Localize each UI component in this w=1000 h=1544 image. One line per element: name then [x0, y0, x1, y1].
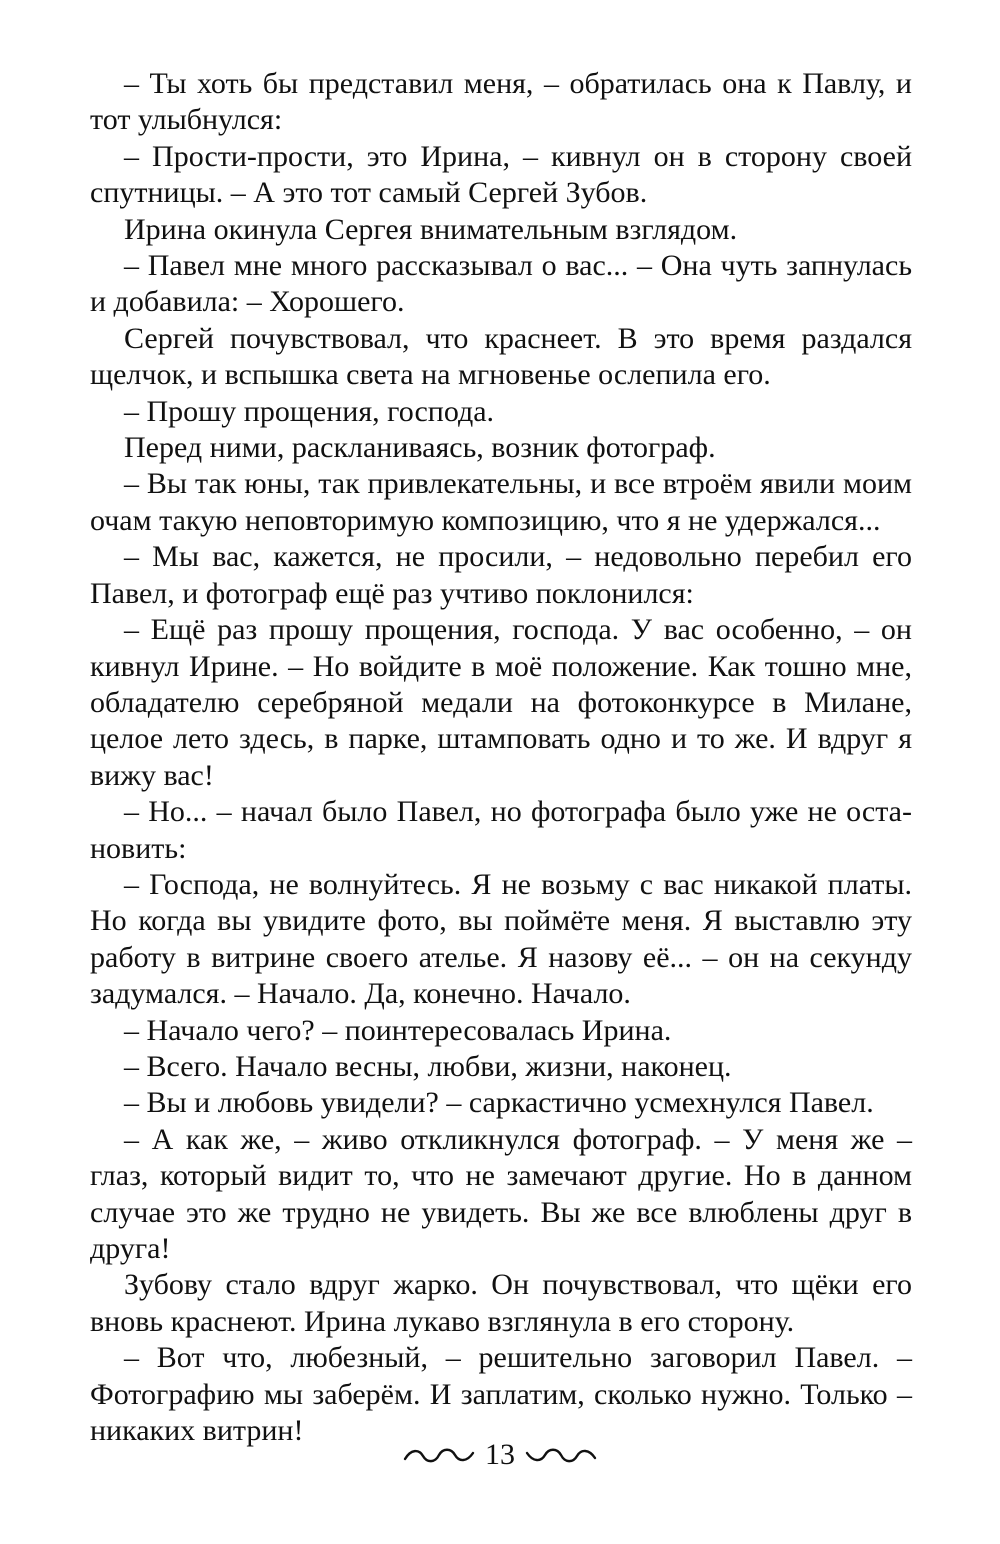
paragraph: Ирина окинула Сергея внимательным взглядом. — [124, 212, 738, 246]
paragraph: – Всего. Начало весны, любви, жизни, наконец. — [124, 1049, 732, 1083]
paragraph: – Прости-прости, это Ирина, – кивнул он в сторону своей спутницы. – А это тот самый Сергей Зубов. — [90, 139, 912, 210]
paragraph: – Ты хоть бы представил меня, – обратилась она к Павлу, и тот улыбнулся: — [90, 67, 912, 137]
paragraph: Зубову стало вдруг жарко. Он почувствовал, что щёки его вновь краснеют. Ирина лукаво взглянула в его сторону. — [90, 1268, 912, 1338]
paragraph: – Мы вас, кажется, не просили, – недовольно перебил его Павел, и фотограф ещё раз учтиво поклонился: — [90, 540, 912, 610]
paragraph: – Ещё раз прошу прощения, господа. У вас особенно, – он кивнул Ирине. – Но войдите в моё положение. Как тошно мне, обладателю серебряной медали на фотоконкурсе в Милане, целое лето здесь, в парке, штамповать одно и то же. И вдруг я вижу вас! — [90, 613, 912, 792]
paragraph: Перед ними, раскланиваясь, возник фотограф. — [124, 431, 716, 465]
page-text — [90, 66, 912, 1449]
paragraph: – Господа, не волнуйтесь. Я не возьму с вас никакой платы. Но когда вы увидите фото, вы поймёте меня. Я выставлю эту работу в витрине своего ателье. Я назову её... – он на секунду задумался. – Начало. Да, конечно. Начало. — [90, 867, 912, 1011]
swirl-ornament-icon — [525, 1444, 597, 1466]
paragraph: – Павел мне много рассказывал о вас... – Она чуть запнулась и добавила: – Хорошего. — [90, 249, 912, 319]
paragraph: – Вы и любовь увидели? – саркастично усмехнулся Павел. — [124, 1086, 874, 1120]
paragraph: – Вот что, любезный, – решительно заговорил Павел. – Фотографию мы заберём. И заплатим, сколько нужно. Только – никаких витрин! — [90, 1341, 912, 1448]
paragraph: – Но... – начал было Павел, но фотографа было уже не остановить: — [90, 795, 912, 865]
paragraph: – Начало чего? – поинтересовалась Ирина. — [124, 1013, 672, 1047]
paragraph: – Вы так юны, так привлекательны, и все втроём явили моим очам такую неповторимую композицию, что я не удержался... — [90, 467, 912, 537]
page-number: 13 — [485, 1438, 515, 1471]
paragraph: – А как же, – живо откликнулся фотограф. – У меня же – глаз, который видит то, что не замечают другие. Но в данном случае это же трудно не увидеть. Вы же все влюблены друг в друга! — [90, 1122, 912, 1265]
swirl-ornament-icon — [403, 1444, 475, 1466]
paragraph: Сергей почувствовал, что краснеет. В это время раздался щелчок, и вспышка света на мгновенье ослепила его. — [90, 321, 912, 392]
paragraph: – Прошу прощения, господа. — [124, 394, 495, 428]
page-footer — [0, 1438, 1000, 1472]
